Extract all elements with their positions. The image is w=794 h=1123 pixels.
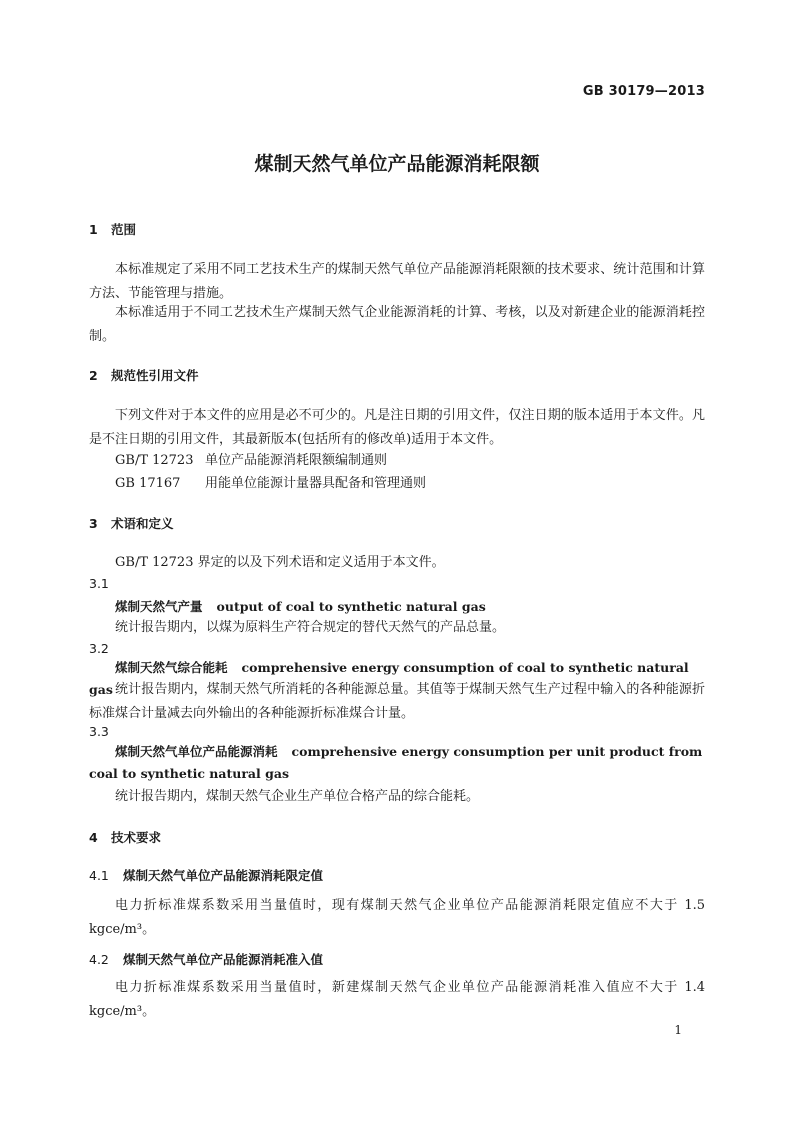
term-entry xyxy=(89,596,705,618)
section-title: 规范性引用文件 xyxy=(111,368,199,383)
subsection-number: 4.1 xyxy=(89,868,109,883)
section-number: 2 xyxy=(89,368,98,383)
term-chinese: 煤制天然气产量 xyxy=(115,599,203,614)
subsection-4-1-heading xyxy=(89,866,323,884)
reference-item xyxy=(115,472,426,491)
standard-number: GB 30179—2013 xyxy=(582,84,705,99)
section-number: 4 xyxy=(89,830,98,845)
section-3-heading xyxy=(89,514,174,532)
section-2-paragraph-1: 下列文件对于本文件的应用是必不可少的。凡是注日期的引用文件，仅注日期的版本适用于本文件。凡是不注日期的引用文件，其最新版本(包括所有的修改单)适用于本文件。 xyxy=(89,408,705,447)
reference-title: 单位产品能源消耗限额编制通则 xyxy=(205,453,388,468)
term-entry xyxy=(89,741,705,785)
section-title: 术语和定义 xyxy=(111,516,174,531)
subsection-4-2-heading xyxy=(89,950,323,968)
term-definition: 统计报告期内，煤制天然气所消耗的各种能源总量。其值等于煤制天然气生产过程中输入的各种能源折标准煤合计量减去向外输出的各种能源折标准煤合计量。 xyxy=(89,682,705,721)
subsection-4-2-text: 电力折标准煤系数采用当量值时，新建煤制天然气企业单位产品能源消耗准入值应不大于 1.4 kgce/m³。 xyxy=(89,980,705,1019)
term-chinese: 煤制天然气综合能耗 xyxy=(115,660,228,675)
term-number: 3.2 xyxy=(89,641,109,656)
subsection-4-1-text: 电力折标准煤系数采用当量值时，现有煤制天然气企业单位产品能源消耗限定值应不大于 1.5 kgce/m³。 xyxy=(89,898,705,937)
section-1-heading xyxy=(89,220,136,238)
reference-title: 用能单位能源计量器具配备和管理通则 xyxy=(205,476,427,491)
term-definition: 统计报告期内，煤制天然气企业生产单位合格产品的综合能耗。 xyxy=(115,789,480,804)
reference-item xyxy=(115,449,387,468)
reference-code: GB/T 12723 xyxy=(115,453,194,468)
term-english: output of coal to synthetic natural gas xyxy=(216,599,486,614)
section-number: 3 xyxy=(89,516,98,531)
subsection-number: 4.2 xyxy=(89,952,109,967)
page-number: 1 xyxy=(674,1023,682,1037)
term-number: 3.1 xyxy=(89,576,109,591)
term-english: comprehensive energy consumption of coal to synthetic natural gas xyxy=(89,660,689,697)
term-english: comprehensive energy consumption per unit product from coal to synthetic natural gas xyxy=(89,744,703,781)
reference-code: GB 17167 xyxy=(115,476,181,491)
term-number: 3.3 xyxy=(89,724,109,739)
subsection-title: 煤制天然气单位产品能源消耗准入值 xyxy=(123,952,324,967)
section-4-heading xyxy=(89,828,161,846)
section-1-paragraph-1: 本标准规定了采用不同工艺技术生产的煤制天然气单位产品能源消耗限额的技术要求、统计范围和计算方法、节能管理与措施。 xyxy=(89,262,705,301)
term-definition: 统计报告期内，以煤为原料生产符合规定的替代天然气的产品总量。 xyxy=(115,620,506,635)
term-chinese: 煤制天然气单位产品能源消耗 xyxy=(115,744,278,759)
document-title: 煤制天然气单位产品能源消耗限额 xyxy=(254,153,540,175)
section-3-paragraph-1: GB/T 12723 界定的以及下列术语和定义适用于本文件。 xyxy=(115,555,445,570)
subsection-title: 煤制天然气单位产品能源消耗限定值 xyxy=(123,868,324,883)
section-number: 1 xyxy=(89,222,98,237)
section-2-heading xyxy=(89,366,199,384)
section-title: 技术要求 xyxy=(111,830,162,845)
section-title: 范围 xyxy=(111,222,137,237)
section-1-paragraph-2: 本标准适用于不同工艺技术生产煤制天然气企业能源消耗的计算、考核，以及对新建企业的能源消耗控制。 xyxy=(89,305,705,344)
